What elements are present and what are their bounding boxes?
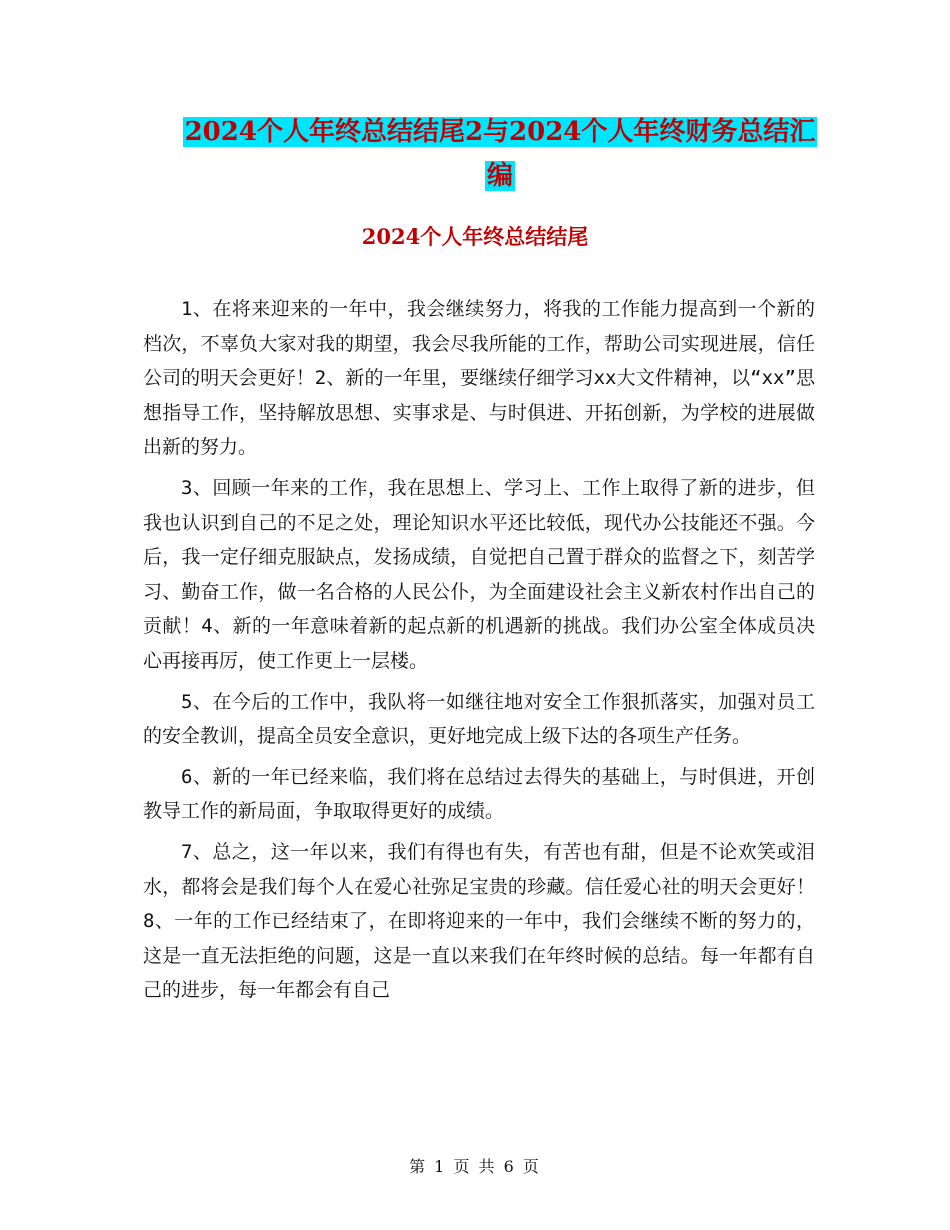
paragraph: 6、新的一年已经来临，我们将在总结过去得失的基础上，与时俱进，开创教导工作的新局面，争取取得更好的成绩。 xyxy=(143,765,815,823)
paragraph: 7、总之，这一年以来，我们有得也有失，有苦也有甜，但是不论欢笑或泪水，都将会是我们每个人在爱心社弥足宝贵的珍藏。信任爱心社的明天会更好！8、一年的工作已经结束了，在即将迎来的一年中，我们会继续不断的努力的，这是一直无法拒绝的问题，这是一直以来我们在年终时候的总结。每一年都有自己的进步，每一年都会有自己 xyxy=(143,840,815,1002)
page-footer: 第 1 页 共 6 页 xyxy=(409,1157,541,1176)
title-line-2: 编 xyxy=(486,161,513,191)
document-title xyxy=(150,110,850,198)
section-title: 2024个人年终总结结尾 xyxy=(361,224,589,249)
paragraph: 3、回顾一年来的工作，我在思想上、学习上、工作上取得了新的进步，但我也认识到自己的不足之处，理论知识水平还比较低，现代办公技能还不强。今后，我一定仔细克服缺点，发扬成绩，自觉把自己置于群众的监督之下，刻苦学习、勤奋工作，做一名合格的人民公仆，为全面建设社会主义新农村作出自己的贡献！4、新的一年意味着新的起点新的机遇新的挑战。我们办公室全体成员决心再接再厉，使工作更上一层楼。 xyxy=(143,476,815,672)
paragraph: 5、在今后的工作中，我队将一如继往地对安全工作狠抓落实，加强对员工的安全教训，提高全员安全意识，更好地完成上级下达的各项生产任务。 xyxy=(143,690,815,748)
title-line-1: 2024个人年终总结结尾2与2024个人年终财务总结汇 xyxy=(184,117,816,147)
document-body xyxy=(143,292,815,1014)
paragraph: 1、在将来迎来的一年中，我会继续努力，将我的工作能力提高到一个新的档次，不辜负大家对我的期望，我会尽我所能的工作，帮助公司实现进展，信任公司的明天会更好！2、新的一年里，要继续仔细学习xx大文件精神，以“xx”思想指导工作，坚持解放思想、实事求是、与时俱进、开拓创新，为学校的进展做出新的努力。 xyxy=(143,298,815,459)
